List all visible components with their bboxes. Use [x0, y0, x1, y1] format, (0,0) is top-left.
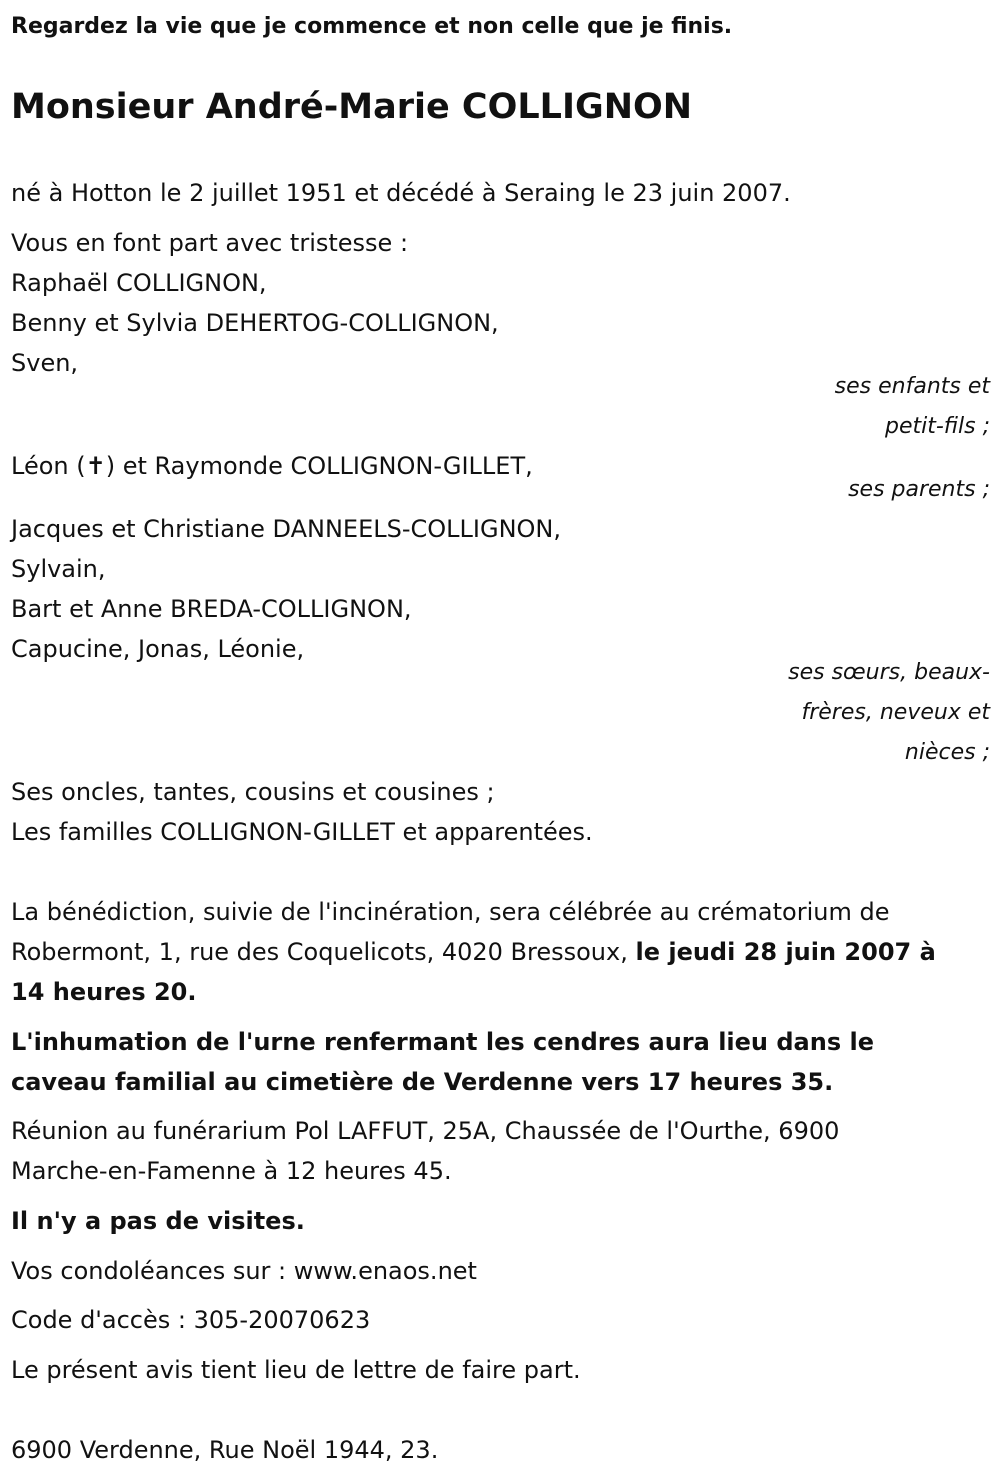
children-relation: ses enfants et: [834, 374, 990, 399]
access-code: Code d'accès : 305-20070623: [11, 1306, 371, 1334]
condolences-line: Vos condoléances sur : www.enaos.net: [11, 1257, 477, 1285]
deceased-name: Monsieur André-Marie COLLIGNON: [11, 87, 693, 127]
siblings-relation: frères, neveux et: [801, 700, 990, 725]
siblings-line: Capucine, Jonas, Léonie,: [11, 635, 305, 663]
burial-line: caveau familial au cimetière de Verdenne vers 17 heures 35.: [11, 1068, 834, 1096]
burial-line: L'inhumation de l'urne renfermant les cendres aura lieu dans le: [11, 1028, 874, 1056]
ceremony-line: La bénédiction, suivie de l'incinération, sera célébrée au crématorium de: [11, 898, 890, 926]
children-line: Raphaël COLLIGNON,: [11, 269, 267, 297]
no-visits: Il n'y a pas de visites.: [11, 1207, 305, 1235]
notice-line: Le présent avis tient lieu de lettre de faire part.: [11, 1356, 581, 1384]
parents-line: Léon (✝) et Raymonde COLLIGNON-GILLET,: [11, 452, 533, 480]
ceremony-time: 14 heures 20.: [11, 978, 197, 1006]
extended-family-line: Ses oncles, tantes, cousins et cousines ;: [11, 778, 495, 806]
announce-intro: Vous en font part avec tristesse :: [11, 229, 409, 257]
siblings-relation: ses sœurs, beaux-: [788, 660, 990, 685]
gathering-line: Réunion au funérarium Pol LAFFUT, 25A, Chaussée de l'Ourthe, 6900: [11, 1117, 840, 1145]
children-line: Sven,: [11, 349, 79, 377]
siblings-relation: nièces ;: [904, 740, 990, 765]
motto: Regardez la vie que je commence et non celle que je finis.: [11, 14, 733, 39]
ceremony-line: [11, 937, 936, 967]
siblings-line: Bart et Anne BREDA-COLLIGNON,: [11, 595, 412, 623]
ceremony-place: Robermont, 1, rue des Coquelicots, 4020 Bressoux,: [11, 938, 636, 966]
parents-relation: ses parents ;: [848, 477, 990, 502]
birth-death-line: né à Hotton le 2 juillet 1951 et décédé à Seraing le 23 juin 2007.: [11, 179, 791, 207]
siblings-line: Jacques et Christiane DANNEELS-COLLIGNON,: [11, 515, 561, 543]
children-relation: petit-fils ;: [885, 414, 990, 439]
children-line: Benny et Sylvia DEHERTOG-COLLIGNON,: [11, 309, 499, 337]
address-line: 6900 Verdenne, Rue Noël 1944, 23.: [11, 1436, 439, 1464]
extended-family-line: Les familles COLLIGNON-GILLET et apparentées.: [11, 818, 593, 846]
gathering-line: Marche-en-Famenne à 12 heures 45.: [11, 1157, 452, 1185]
ceremony-date: le jeudi 28 juin 2007 à: [635, 938, 936, 966]
siblings-line: Sylvain,: [11, 555, 106, 583]
